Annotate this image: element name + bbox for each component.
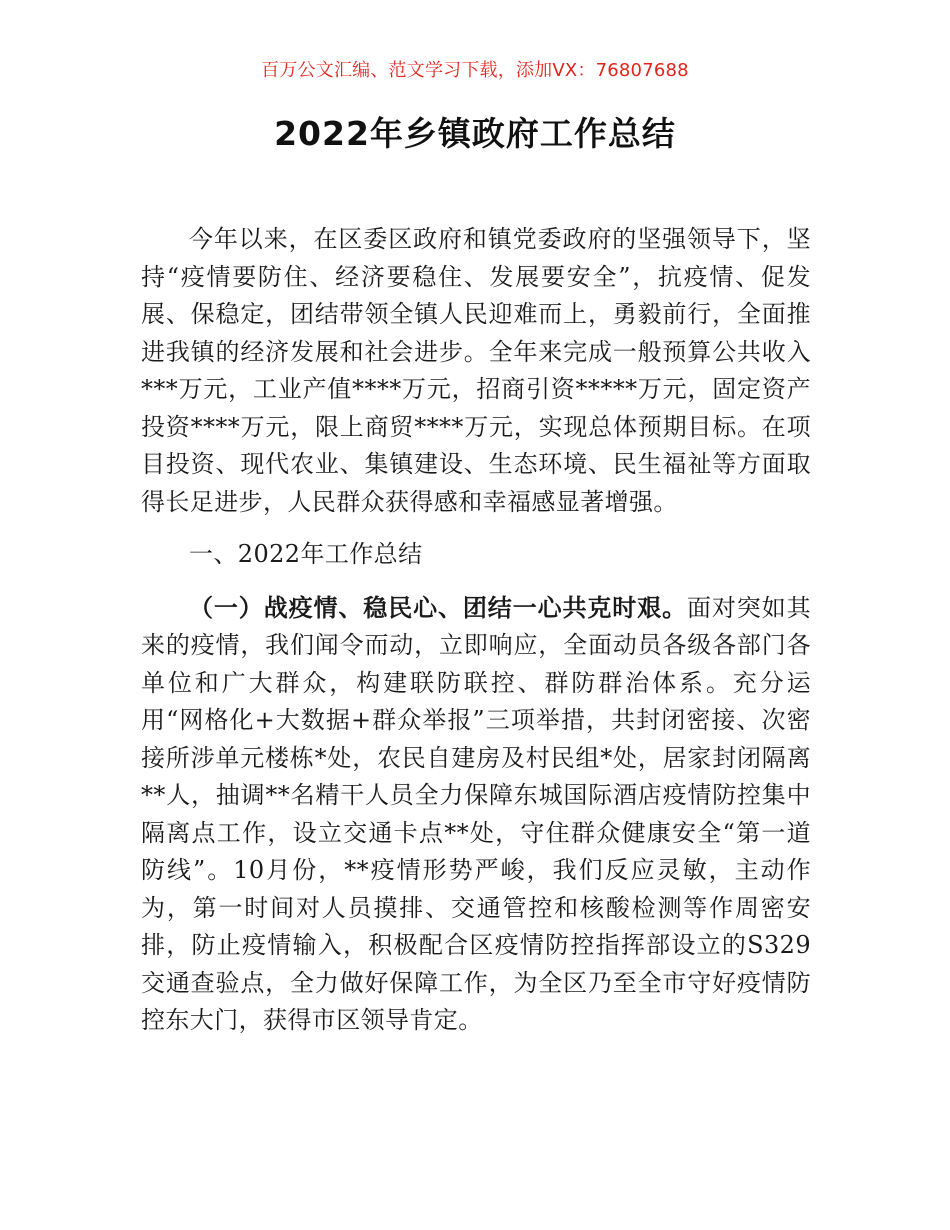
subsection-body: 面对突如其来的疫情，我们闻令而动，立即响应，全面动员各级各部门各单位和广大群众，构建联防联控、群防群治体系。充分运用“网格化+大数据+群众举报”三项举措，共封闭密接、次密接所涉单元楼栋*处，农民自建房及村民组*处，居家封闭隔离**人，抽调**名精干人员全力保障东城国际酒店疫情防控集中隔离点工作，设立交通卡点**处，守住群众健康安全“第一道防线”。10月份，**疫情形势严峻，我们反应灵敏，主动作为，第一时间对人员摸排、交通管控和核酸检测等作周密安排，防止疫情输入，积极配合区疫情防控指挥部设立的S329交通查验点，全力做好保障工作，为全区乃至全市守好疫情防控东大门，获得市区领导肯定。 xyxy=(141,593,811,1034)
document-title: 2022年乡镇政府工作总结 xyxy=(274,114,676,153)
intro-paragraph: 今年以来，在区委区政府和镇党委政府的坚强领导下，坚持“疫情要防住、经济要稳住、发展要安全”，抗疫情、促发展、保稳定，团结带领全镇人民迎难而上，勇毅前行，全面推进我镇的经济发展和社会进步。全年来完成一般预算公共收入***万元，工业产值****万元，招商引资*****万元，固定资产投资****万元，限上商贸****万元，实现总体预期目标。在项目投资、现代农业、集镇建设、生态环境、民生福祉等方面取得长足进步，人民群众获得感和幸福感显著增强。 xyxy=(141,225,811,516)
section-heading: 一、2022年工作总结 xyxy=(189,540,423,568)
watermark-header: 百万公文汇编、范文学习下载，添加VX：76807688 xyxy=(261,60,689,81)
subsection-paragraph xyxy=(141,589,811,1040)
subsection-lead: （一）战疫情、稳民心、团结一心共克时艰。 xyxy=(189,592,687,622)
document-body xyxy=(141,221,811,1040)
